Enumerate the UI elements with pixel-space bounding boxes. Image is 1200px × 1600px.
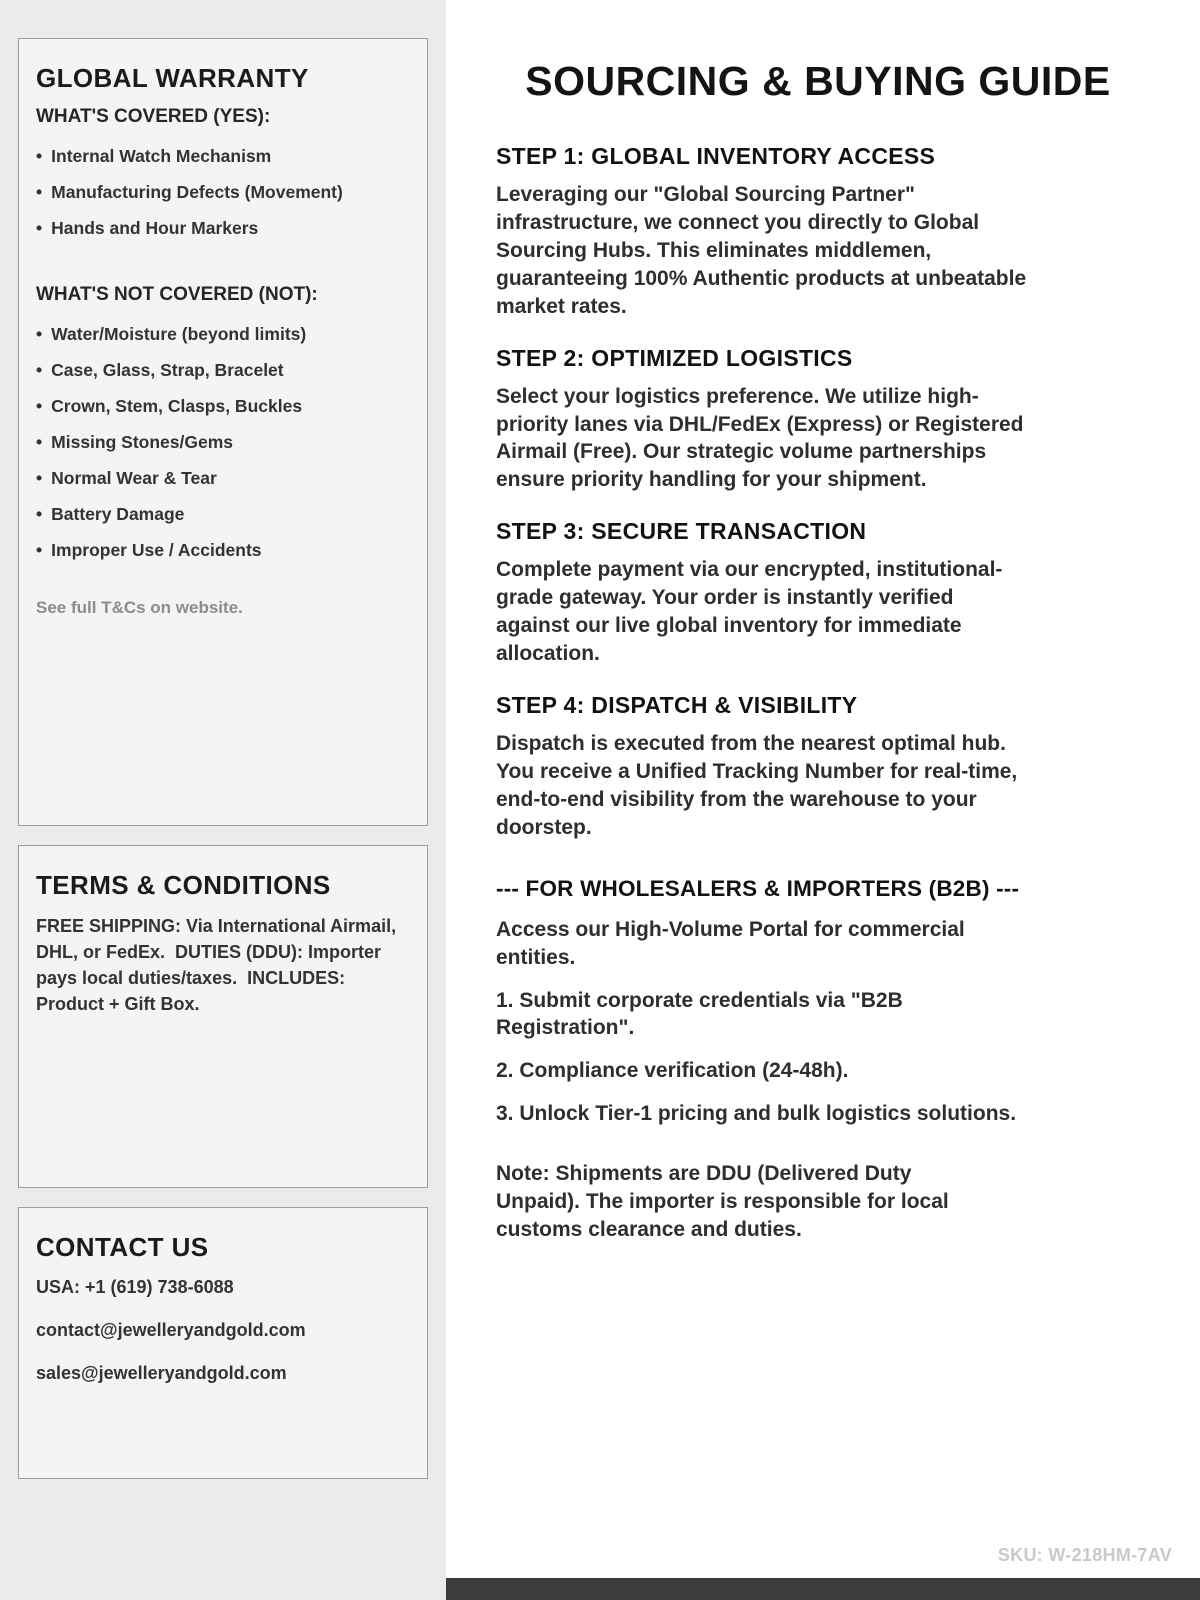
- warranty-not-covered-item: • Battery Damage: [36, 496, 410, 532]
- terms-body: FREE SHIPPING: Via International Airmail, DHL, or FedEx. DUTIES (DDU): Importer pays local duties/taxes. INCLUDES: Product + Gift Box.: [36, 916, 402, 1015]
- step-3-heading: STEP 3: SECURE TRANSACTION: [496, 518, 867, 545]
- step-1-section: [496, 143, 1140, 321]
- contact-email-sales: sales@jewelleryandgold.com: [36, 1363, 287, 1383]
- terms-title: TERMS & CONDITIONS: [36, 870, 331, 900]
- warranty-covered-list: [36, 138, 410, 246]
- b2b-section: [496, 876, 1140, 1244]
- warranty-not-covered-item: • Water/Moisture (beyond limits): [36, 316, 410, 352]
- sku-label: SKU: W-218HM-7AV: [997, 1545, 1172, 1565]
- warranty-covered-item: • Manufacturing Defects (Movement): [36, 174, 410, 210]
- b2b-item-2: 2. Compliance verification (24-48h).: [496, 1059, 849, 1083]
- warranty-not-covered-item: • Normal Wear & Tear: [36, 460, 410, 496]
- warranty-covered-heading: WHAT'S COVERED (YES):: [36, 106, 271, 127]
- contact-email-primary: contact@jewelleryandgold.com: [36, 1320, 306, 1340]
- b2b-item-1: 1. Submit corporate credentials via "B2B Registration".: [496, 988, 903, 1040]
- warranty-not-covered-item: • Improper Use / Accidents: [36, 532, 410, 568]
- warranty-title: GLOBAL WARRANTY: [36, 63, 309, 93]
- warranty-covered-item: • Internal Watch Mechanism: [36, 138, 410, 174]
- warranty-footnote: See full T&Cs on website.: [36, 598, 243, 617]
- b2b-item-3: 3. Unlock Tier-1 pricing and bulk logistics solutions.: [496, 1102, 1017, 1126]
- step-3-body: Complete payment via our encrypted, institutional-grade gateway. Your order is instantly verified against our live global inventory for immediate allocation.: [496, 558, 1003, 666]
- warranty-not-covered-item: • Case, Glass, Strap, Bracelet: [36, 352, 410, 388]
- contact-title: CONTACT US: [36, 1232, 209, 1262]
- b2b-intro: Access our High-Volume Portal for commercial entities.: [496, 917, 965, 969]
- step-3-section: [496, 518, 1140, 668]
- main-content: [446, 0, 1200, 1600]
- warranty-covered-item: • Hands and Hour Markers: [36, 210, 410, 246]
- step-2-section: [496, 345, 1140, 495]
- guide-title: SOURCING & BUYING GUIDE: [525, 58, 1111, 104]
- b2b-note: Note: Shipments are DDU (Delivered Duty Unpaid). The importer is responsible for local customs clearance and duties.: [496, 1162, 949, 1242]
- step-4-heading: STEP 4: DISPATCH & VISIBILITY: [496, 691, 858, 718]
- step-2-heading: STEP 2: OPTIMIZED LOGISTICS: [496, 344, 853, 371]
- warranty-not-covered-list: [36, 316, 410, 568]
- footer-bar: [446, 1578, 1200, 1600]
- terms-panel: [18, 845, 428, 1188]
- step-4-body: Dispatch is executed from the nearest optimal hub. You receive a Unified Tracking Number for real-time, end-to-end visibility from the warehouse to your doorstep.: [496, 731, 1018, 839]
- step-1-heading: STEP 1: GLOBAL INVENTORY ACCESS: [496, 143, 936, 169]
- warranty-not-covered-heading: WHAT'S NOT COVERED (NOT):: [36, 284, 318, 305]
- warranty-panel: [18, 38, 428, 826]
- b2b-heading: --- FOR WHOLESALERS & IMPORTERS (B2B) ---: [496, 875, 1020, 901]
- step-2-body: Select your logistics preference. We utilize high-priority lanes via DHL/FedEx (Express) or Registered Airmail (Free). Our strategic volume partnerships ensure priority handling for your shipment.: [496, 384, 1024, 492]
- sidebar: [0, 0, 446, 1600]
- contact-panel: [18, 1207, 428, 1479]
- step-4-section: [496, 692, 1140, 842]
- step-1-body: Leveraging our "Global Sourcing Partner" infrastructure, we connect you directly to Global Sourcing Hubs. This eliminates middlemen, guaranteeing 100% Authentic products at unbeatable market rates.: [496, 183, 1027, 318]
- contact-phone: USA: +1 (619) 738-6088: [36, 1277, 234, 1297]
- warranty-not-covered-item: • Crown, Stem, Clasps, Buckles: [36, 388, 410, 424]
- warranty-not-covered-item: • Missing Stones/Gems: [36, 424, 410, 460]
